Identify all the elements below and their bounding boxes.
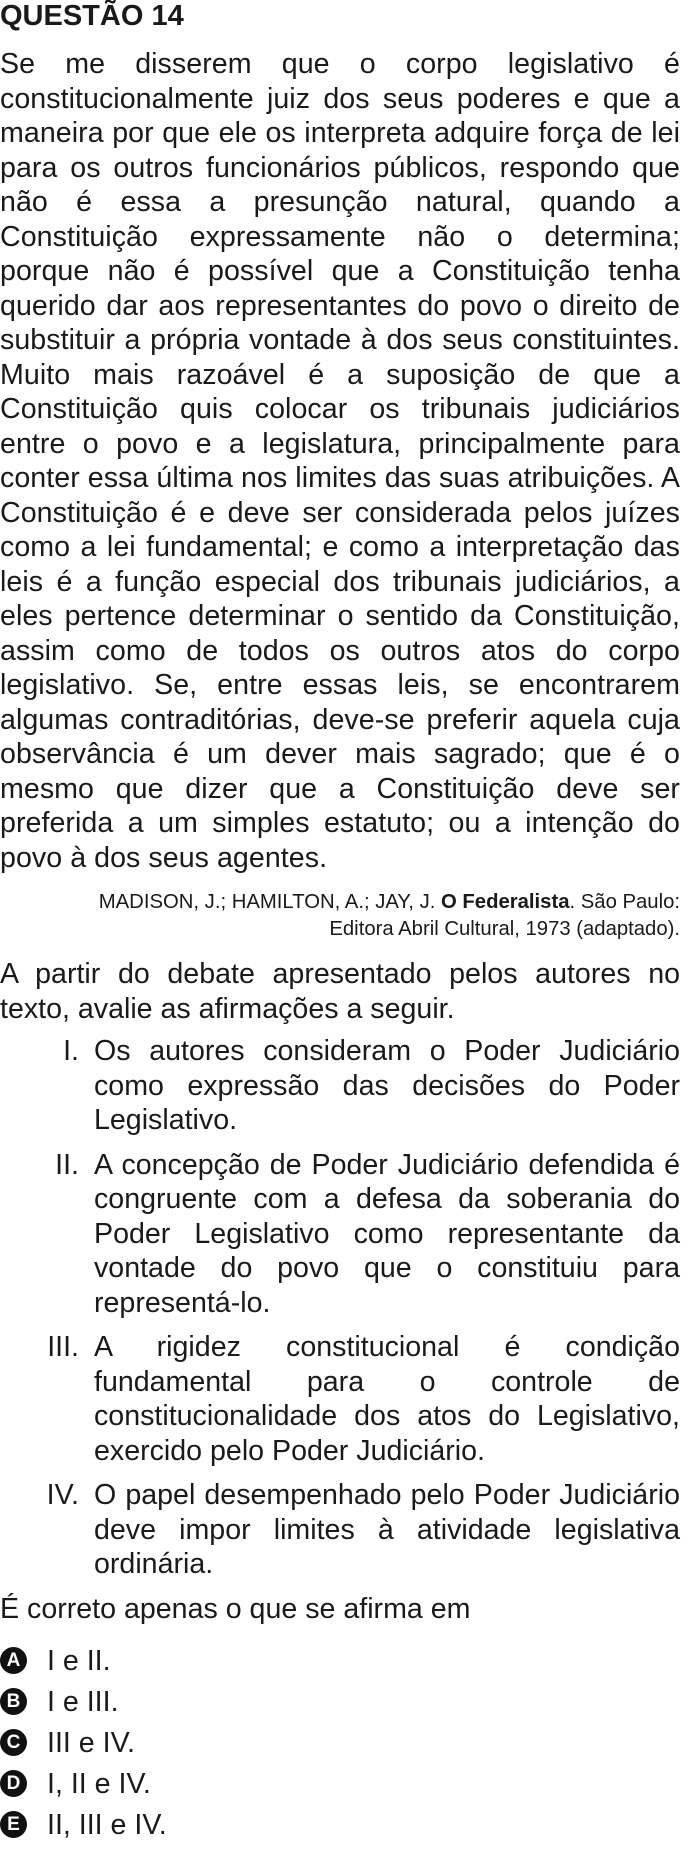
prompt-text: A partir do debate apresentado pelos autores no texto, avalie as afirmações a seguir.: [0, 958, 680, 1025]
question-text: É correto apenas o que se afirma em: [0, 1592, 471, 1625]
option-text: III e IV.: [47, 1726, 135, 1759]
statement-number: I.: [63, 1035, 79, 1067]
statement-text: Os autores consideram o Poder Judiciário como expressão das decisões do Poder Legislativo.: [94, 1035, 680, 1136]
option-text: I e II.: [47, 1644, 111, 1677]
statement-text: A rigidez constitucional é condição fundamental para o controle de constitucionalidade dos atos do Legislativo, exercido pelo Poder Judiciário.: [94, 1331, 680, 1467]
statement-item: [0, 1148, 680, 1321]
option-letter-badge: A: [0, 1647, 27, 1674]
citation-authors: MADISON, J.; HAMILTON, A.; JAY, J.: [98, 891, 436, 913]
question-title: QUESTÃO 14: [0, 0, 184, 32]
option-a[interactable]: [0, 1640, 680, 1681]
option-c[interactable]: [0, 1722, 680, 1763]
citation-publisher-line2: Editora Abril Cultural, 1973 (adaptado).: [329, 918, 680, 940]
citation-work-title: O Federalista: [440, 891, 570, 913]
option-text: I e III.: [47, 1685, 119, 1718]
statement-number: III.: [47, 1331, 79, 1363]
option-d[interactable]: [0, 1763, 680, 1804]
option-letter-badge: B: [0, 1688, 27, 1715]
option-text: II, III e IV.: [47, 1808, 167, 1841]
answer-options: [0, 1640, 680, 1845]
option-letter-badge: C: [0, 1729, 27, 1756]
statement-text: O papel desempenhado pelo Poder Judiciário deve impor limites à atividade legislativa ordinária.: [94, 1479, 680, 1580]
statement-list: [0, 1034, 680, 1582]
citation: [0, 889, 680, 943]
option-text: I, II e IV.: [47, 1767, 151, 1800]
statement-item: [0, 1034, 680, 1138]
statement-text: A concepção de Poder Judiciário defendida é congruente com a defesa da soberania do Poder Legislativo como representante da vontade do povo que o constituiu para representá-lo.: [94, 1148, 680, 1319]
option-b[interactable]: [0, 1681, 680, 1722]
statement-number: II.: [55, 1148, 79, 1181]
option-letter-badge: E: [0, 1811, 27, 1838]
statement-item: [0, 1478, 680, 1582]
passage-text: Se me disserem que o corpo legislativo é constitucionalmente juiz dos seus poderes e que a maneira por que ele os interpreta adquire força de lei para os outros funcionários públicos, respondo que não é essa a presunção natural, quando a Constituição expressamente não o determina; porque não é possível que a Constituição tenha querido dar aos representantes do povo o direito de substituir a própria vontade à dos seus constituintes. Muito mais razoável é a suposição de que a Constituição quis colocar os tribunais judiciários entre o povo e a legislatura, principalmente para conter essa última nos limites das suas atribuições. A Constituição é e deve ser considerada pelos juízes como a lei fundamental; e como a interpretação das leis é a função especial dos tribunais judiciários, a eles pertence determinar o sentido da Constituição, assim como de todos os outros atos do corpo legislativo. Se, entre essas leis, se encontrarem algumas contraditórias, deve-se preferir aquela cuja observância é um dever mais sagrado; que é o mesmo que dizer que a Constituição deve ser preferida a um simples estatuto; ou a intenção do povo à dos seus agentes.: [0, 48, 680, 874]
statement-item: [0, 1330, 680, 1468]
option-e[interactable]: [0, 1804, 680, 1845]
option-letter-badge: D: [0, 1770, 27, 1797]
citation-publisher-line1: . São Paulo:: [569, 891, 680, 913]
statement-number: IV.: [46, 1479, 79, 1511]
